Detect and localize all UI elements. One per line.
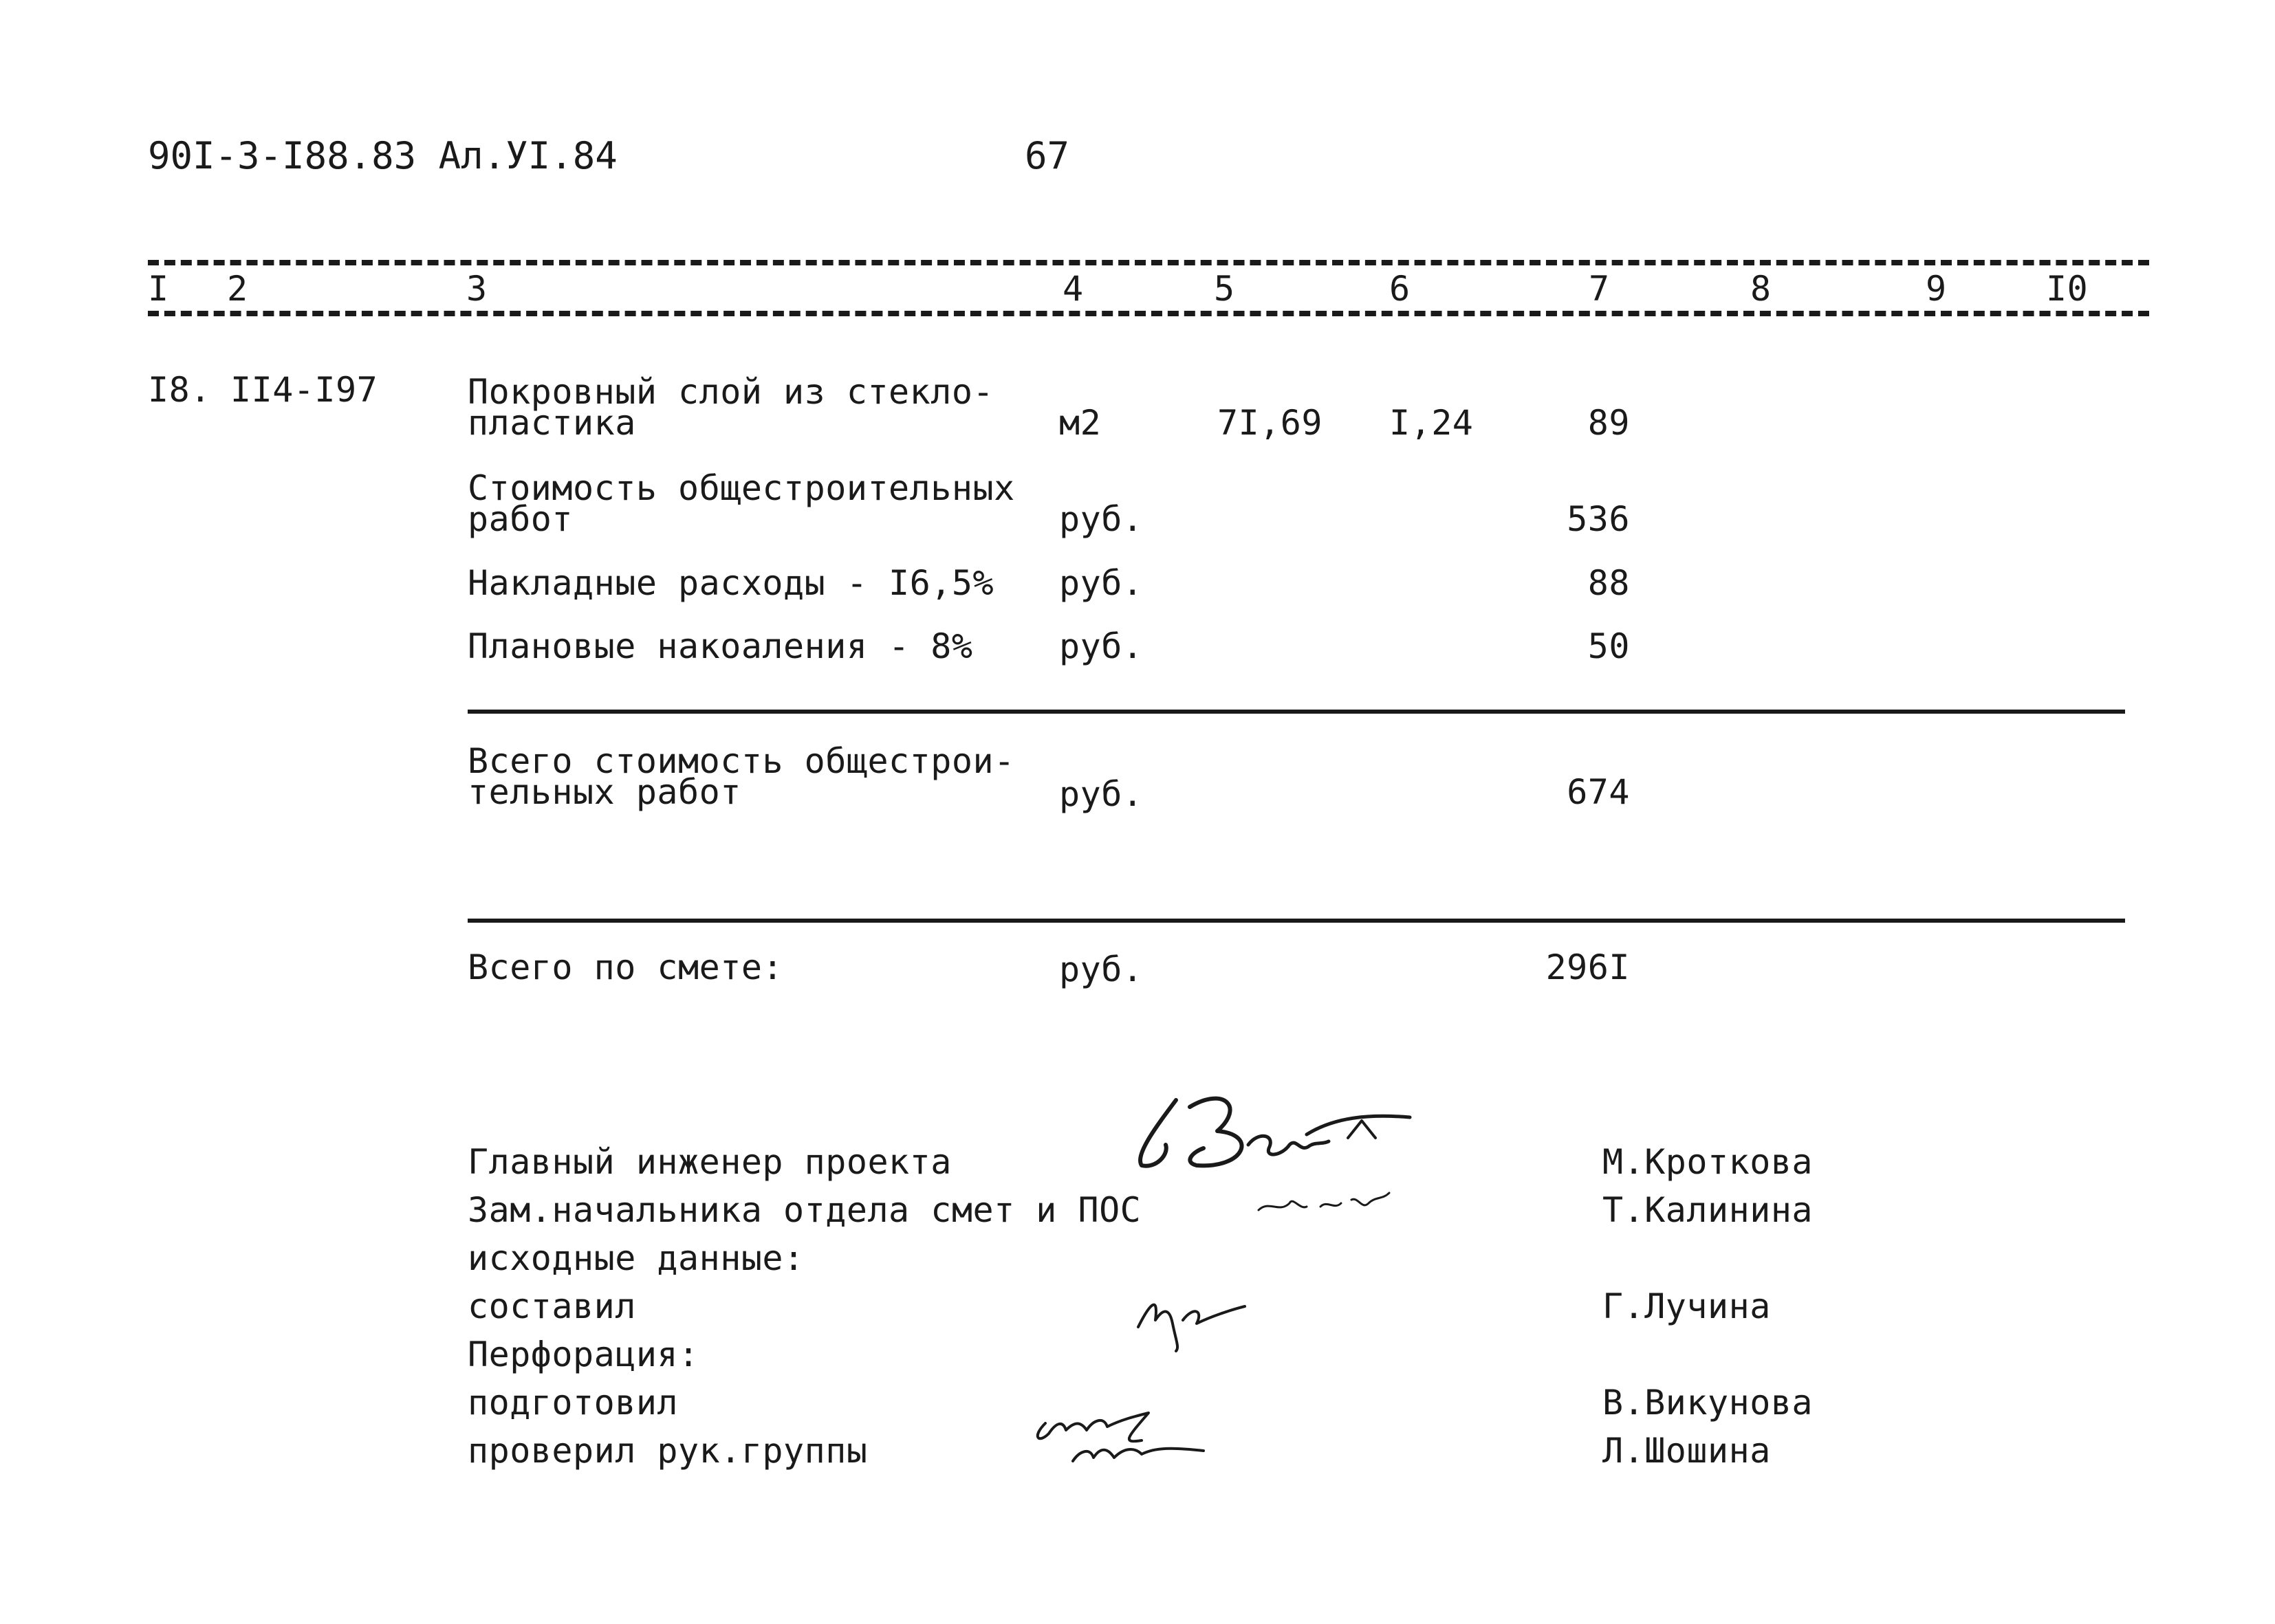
row-1-quantity: 7I,69 — [1217, 403, 1323, 443]
signature-name-4: В.Викунова — [1602, 1383, 1814, 1423]
row-1-description: Покровный слой из стекло- — [468, 372, 994, 412]
signature-label-deputy-head: Зам.начальника отдела смет и ПОС — [468, 1190, 1142, 1230]
grand-total-value: 296I — [1545, 947, 1630, 987]
signature-label-compiled: составил — [468, 1286, 636, 1326]
row-3-description: Накладные расходы - I6,5% — [468, 563, 994, 603]
column-number-6: 6 — [1389, 269, 1411, 309]
row-4-description: Плановые накоаления - 8% — [468, 626, 973, 666]
column-number-4: 4 — [1063, 269, 1084, 309]
row-2-total: 536 — [1567, 499, 1630, 539]
signature-label-source-data: исходные данные: — [468, 1238, 805, 1278]
handwritten-signature-2 — [1252, 1179, 1403, 1234]
signature-label-prepared: подготовил — [468, 1383, 679, 1423]
row-4-total: 50 — [1587, 626, 1630, 666]
row-3-unit: руб. — [1059, 563, 1144, 603]
signature-name-3: Г.Лучина — [1602, 1286, 1771, 1326]
handwritten-signature-4 — [1025, 1382, 1245, 1478]
row-1-total: 89 — [1587, 403, 1630, 443]
column-number-2: 2 — [227, 269, 248, 309]
signature-name-2: Т.Калинина — [1602, 1190, 1814, 1230]
row-2-unit: руб. — [1059, 499, 1144, 539]
row-4-unit: руб. — [1059, 626, 1144, 666]
signature-label-checked: проверил рук.группы — [468, 1431, 868, 1471]
column-number-5: 5 — [1214, 269, 1235, 309]
column-number-3: 3 — [466, 269, 488, 309]
subtotal-description: Всего стоимость общестрои- — [468, 741, 1015, 781]
subtotal-description-cont: тельных работ — [468, 772, 741, 812]
column-number-10: I0 — [2046, 269, 2089, 309]
subtotal-total: 674 — [1567, 772, 1630, 812]
column-number-8: 8 — [1750, 269, 1772, 309]
row-1-unit: м2 — [1059, 403, 1102, 443]
column-number-1: I — [148, 269, 169, 309]
row-1-description-cont: пластика — [468, 403, 636, 443]
handwritten-signature-3 — [1128, 1279, 1252, 1354]
grand-total-rule — [468, 919, 2125, 923]
signature-name-1: М.Кроткова — [1602, 1142, 1814, 1182]
column-number-7: 7 — [1589, 269, 1610, 309]
handwritten-signature-1 — [1128, 1079, 1424, 1183]
row-1-unit-price: I,24 — [1389, 403, 1474, 443]
signature-label-chief-engineer: Главный инженер проекта — [468, 1142, 952, 1182]
item-code: II4-I97 — [230, 370, 378, 410]
column-number-9: 9 — [1926, 269, 1947, 309]
grand-total-description: Всего по смете: — [468, 947, 784, 987]
signature-name-5: Л.Шошина — [1602, 1431, 1771, 1471]
row-2-description: Стоимость общестроительных — [468, 468, 1015, 508]
column-header-top-rule — [148, 260, 2149, 265]
signature-label-perforation: Перфорация: — [468, 1335, 699, 1374]
page-number: 67 — [1025, 134, 1070, 177]
item-number: I8. — [148, 370, 211, 410]
column-header-bottom-rule — [148, 311, 2149, 316]
row-3-total: 88 — [1587, 563, 1630, 603]
document-code: 90I-3-I88.83 Ал.УI.84 — [148, 134, 618, 177]
row-2-description-cont: работ — [468, 499, 574, 539]
subtotal-unit: руб. — [1059, 774, 1144, 814]
subtotal-rule — [468, 710, 2125, 714]
grand-total-unit: руб. — [1059, 950, 1144, 989]
